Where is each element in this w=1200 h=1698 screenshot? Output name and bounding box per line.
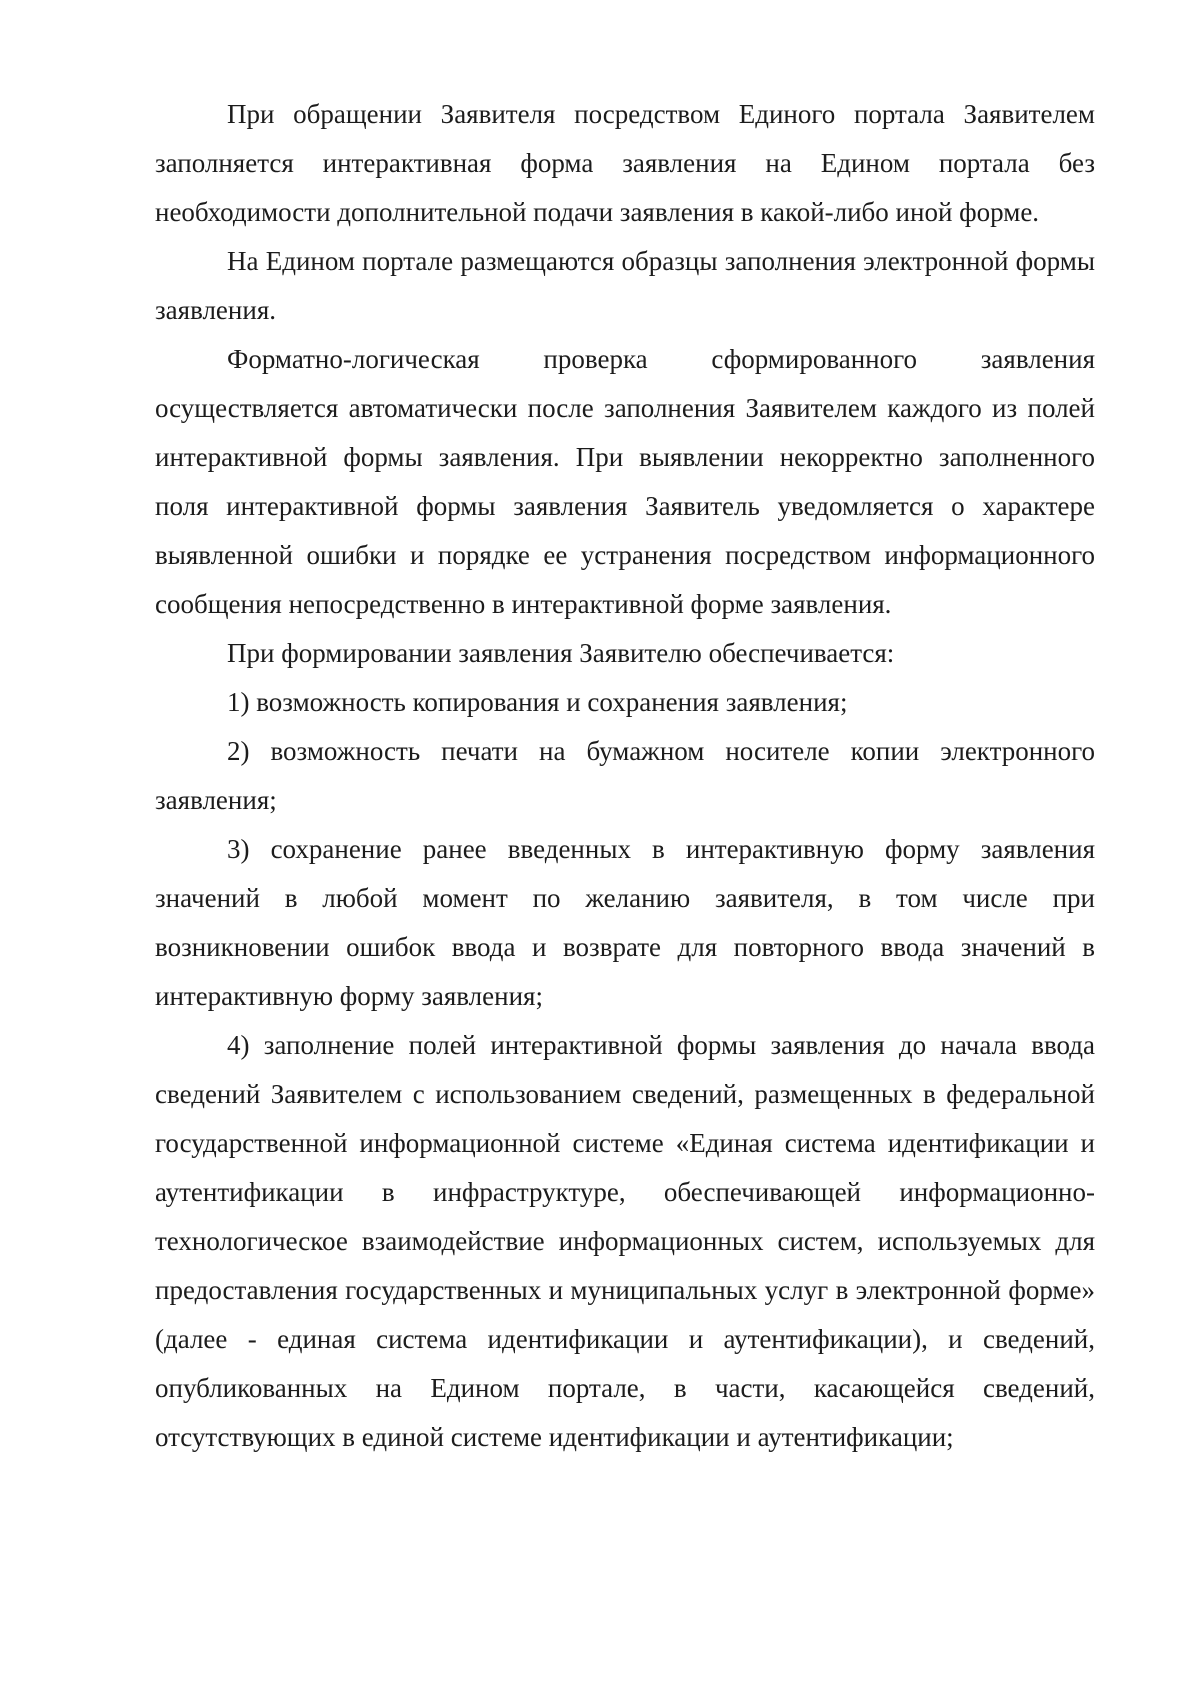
paragraph-unified-portal-application: При обращении Заявителя посредством Единого портала Заявителем заполняется интерактивная форма заявления на Едином портала без необходимости дополнительной подачи заявления в какой-либо иной форме. xyxy=(155,99,1095,227)
document-body xyxy=(155,90,1095,1462)
list-item-1-copy-save: 1) возможность копирования и сохранения заявления; xyxy=(227,687,848,717)
list-item-2-print: 2) возможность печати на бумажном носителе копии электронного заявления; xyxy=(155,736,1095,815)
paragraph-applicant-provided: При формировании заявления Заявителю обеспечивается: xyxy=(227,638,895,668)
list-item-3-save-values: 3) сохранение ранее введенных в интерактивную форму заявления значений в любой момент по желанию заявителя, в том числе при возникновении ошибок ввода и возврате для повторного ввода значений в интерактивную форму заявления; xyxy=(155,834,1095,1011)
paragraph-sample-forms: На Едином портале размещаются образцы заполнения электронной формы заявления. xyxy=(155,246,1095,325)
list-item-4-prefill-fields: 4) заполнение полей интерактивной формы заявления до начала ввода сведений Заявителем с использованием сведений, размещенных в федеральной государственной информационной системе «Единая система идентификации и аутентификации в инфраструктуре, обеспечивающей информационно-технологическое взаимодействие информационных систем, используемых для предоставления государственных и муниципальных услуг в электронной форме» (далее - единая система идентификации и аутентификации), и сведений, опубликованных на Едином портале, в части, касающейся сведений, отсутствующих в единой системе идентификации и аутентификации; xyxy=(155,1030,1095,1452)
paragraph-format-logic-check: Форматно-логическая проверка сформированного заявления осуществляется автоматически после заполнения Заявителем каждого из полей интерактивной формы заявления. При выявлении некорректно заполненного поля интерактивной формы заявления Заявитель уведомляется о характере выявленной ошибки и порядке ее устранения посредством информационного сообщения непосредственно в интерактивной форме заявления. xyxy=(155,344,1095,619)
